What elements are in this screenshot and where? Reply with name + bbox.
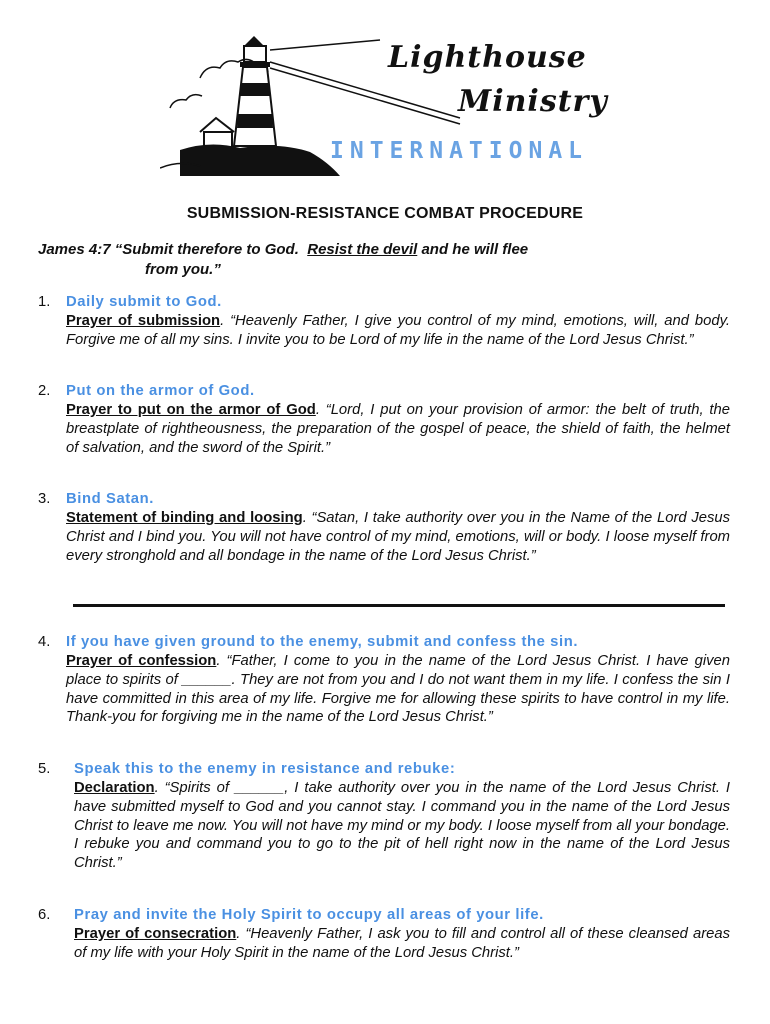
- item-number: 5.: [38, 761, 51, 777]
- item-heading: Speak this to the enemy in resistance and rebuke:: [74, 761, 456, 777]
- item-text: . “Satan, I take authority over you in the Name of the Lord Jesus Christ and I bind you. You will not have control of my mind, emotions, will or body. I loose myself from every stronghold and all bondage in the name of the Lord Jesus Christ.”: [66, 510, 730, 564]
- item-number: 3.: [38, 491, 51, 507]
- item-text: . “Lord, I put on your provision of armor: the belt of truth, the breastplate of rightheousness, the preparation of the gospel of peace, the shield of faith, the helmet of salvation, and the sword of the Spirit.”: [66, 402, 730, 456]
- logo-subtitle-international: INTERNATIONAL: [330, 138, 589, 164]
- item-number: 4.: [38, 634, 51, 650]
- item-text: . “Spirits of ______, I take authority over you in the name of the Lord Jesus Christ. I have submitted myself to God and you cannot stay. I command you in the name of the Lord Jesus Christ to leave me now. You will not have my mind or my body. I loose myself from all your bondage. I rebuke you and command you to go to the pit of hell right now in the name of the Lord Jesus Christ.”: [74, 780, 730, 872]
- logo-title-lighthouse: Lighthouse: [388, 40, 587, 75]
- item-number: 2.: [38, 383, 51, 399]
- item-label: Prayer of submission: [66, 313, 221, 329]
- verse-rest: and he will flee: [417, 241, 529, 258]
- item-body: [66, 401, 730, 457]
- item-text: . “Heavenly Father, I give you control of my mind, emotions, will, and body. Forgive me of all my sins. I invite you to be Lord of my life in the name of the Lord Jesus Christ.”: [66, 313, 730, 348]
- item-label: Prayer of consecration: [74, 926, 237, 942]
- item-body: [66, 509, 730, 565]
- item-text: . “Father, I come to you in the name of the Lord Jesus Christ. I have given place to spirits of ______. They are not from you and I do not want them in my life. I confess the sin I have committed in this area of my life. Forgive me for allowing these spirits to have control in my life. Thank-you for forgiving me in the name of the Lord Jesus Christ.”: [66, 653, 731, 726]
- item-heading: Put on the armor of God.: [66, 383, 255, 399]
- item-heading: Daily submit to God.: [66, 294, 222, 310]
- item-body: [74, 925, 730, 963]
- item-label: Declaration: [74, 780, 155, 796]
- scripture-verse: [38, 240, 738, 280]
- item-heading: Bind Satan.: [66, 491, 154, 507]
- verse-underlined-text: Resist the devil: [307, 241, 418, 258]
- document-title: SUBMISSION-RESISTANCE COMBAT PROCEDURE: [186, 205, 584, 222]
- item-number: 1.: [38, 294, 51, 310]
- item-label: Statement of binding and loosing: [66, 510, 303, 526]
- item-heading: Pray and invite the Holy Spirit to occupy all areas of your life.: [74, 907, 544, 923]
- item-text: . “Heavenly Father, I ask you to fill and control all of these cleansed areas of my life with your Holy Spirit in the name of the Lord Jesus Christ.”: [74, 926, 730, 961]
- verse-reference: James 4:7 “Submit therefore to God.: [38, 241, 299, 258]
- verse-line2: from you.”: [145, 261, 221, 278]
- item-body: [74, 779, 730, 873]
- item-label: Prayer of confession: [66, 653, 217, 669]
- logo-title-ministry: Ministry: [458, 84, 608, 119]
- item-number: 6.: [38, 907, 51, 923]
- item-heading: If you have given ground to the enemy, submit and confess the sin.: [66, 634, 579, 650]
- item-body: [66, 652, 730, 727]
- item-label: Prayer to put on the armor of God: [66, 402, 316, 418]
- section-divider: [73, 604, 725, 607]
- item-body: [66, 312, 730, 350]
